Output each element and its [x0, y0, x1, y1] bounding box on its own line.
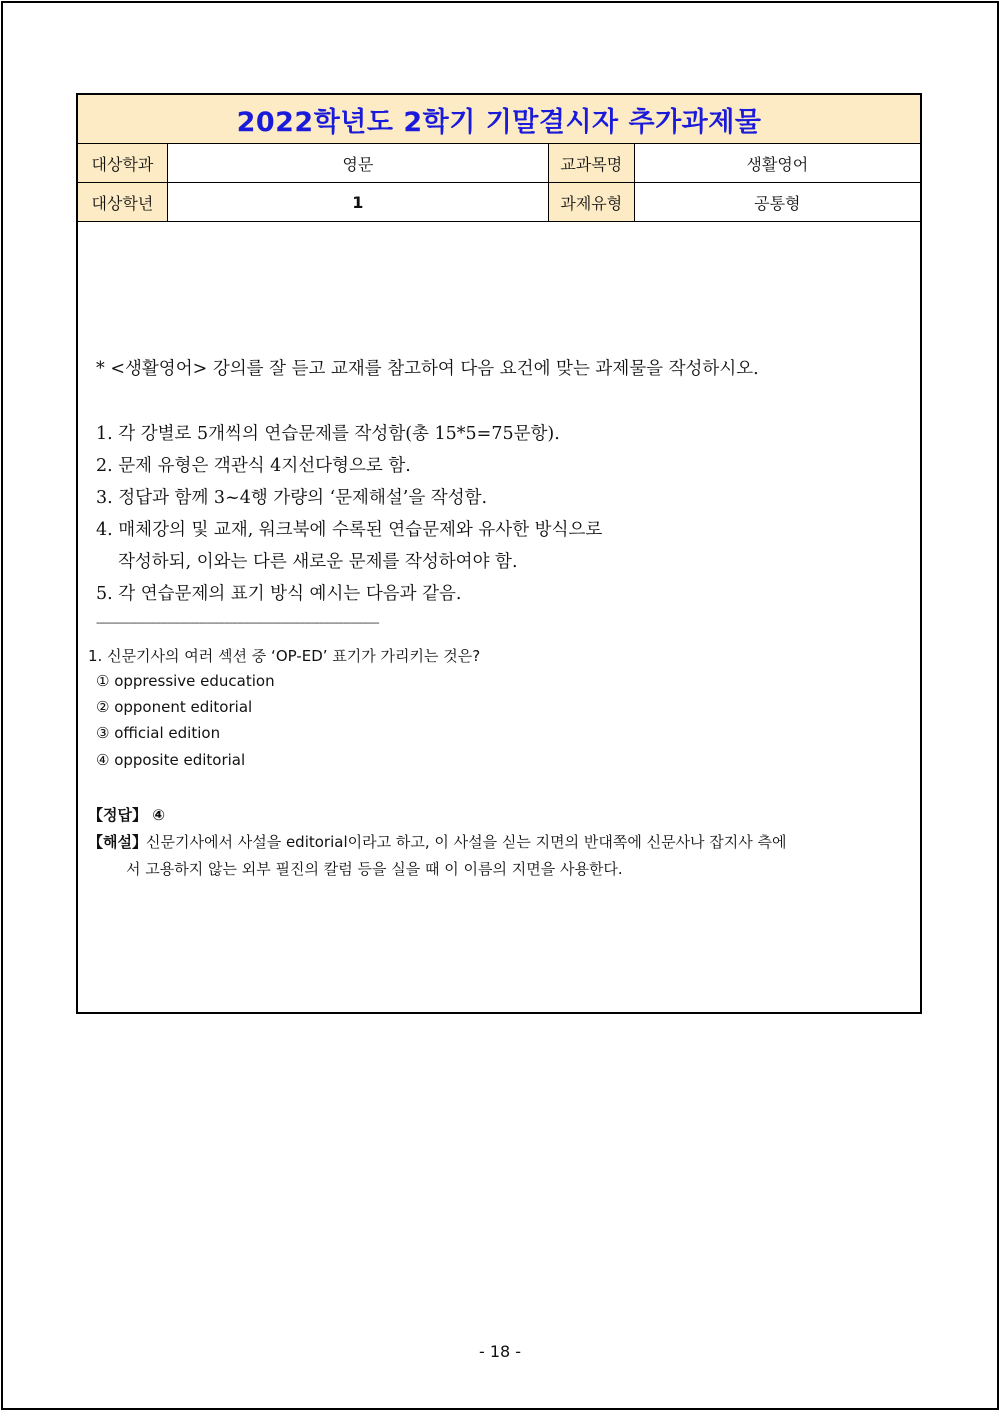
example-answer: 【정답】 ④: [88, 806, 165, 824]
requirement-item: 3. 정답과 함께 3~4행 가량의 ‘문제해설’을 작성함.: [96, 488, 488, 508]
requirement-item: 4. 매체강의 및 교재, 워크북에 수록된 연습문제와 유사한 방식으로: [96, 520, 603, 540]
grade-value: 1: [168, 183, 549, 221]
page-number: - 18 -: [478, 1342, 522, 1361]
info-row-department: [78, 144, 920, 183]
subject-label: 교과목명: [549, 144, 635, 182]
requirement-item-continued: 작성하되, 이와는 다른 새로운 문제를 작성하여야 함.: [118, 552, 518, 572]
subject-value: 생활영어: [746, 154, 809, 174]
example-option: ② opponent editorial: [96, 698, 253, 716]
document-title: 2022학년도 2학기 기말결시자 추가과제물: [78, 95, 920, 144]
type-label: 과제유형: [549, 183, 635, 221]
example-option: ④ opposite editorial: [96, 751, 246, 769]
requirement-item: 5. 각 연습문제의 표기 방식 예시는 다음과 같음.: [96, 584, 462, 604]
instruction-text: * <생활영어> 강의를 잘 듣고 교재를 참고하여 다음 요건에 맞는 과제물을 작성하시오.: [96, 359, 759, 379]
dept-value: 영문: [168, 144, 549, 182]
example-question: 1. 신문기사의 여러 섹션 중 ‘OP-ED’ 표기가 가리키는 것은?: [88, 647, 481, 665]
dept-label: 대상학과: [78, 144, 168, 182]
grade-label: 대상학년: [78, 183, 168, 221]
info-row-grade: [78, 183, 920, 222]
requirement-item: 1. 각 강별로 5개씩의 연습문제를 작성함(총 15*5=75문항).: [96, 424, 560, 444]
type-value: 공통형: [754, 193, 801, 213]
explanation-line-2: 서 고용하지 않는 외부 필진의 칼럼 등을 실을 때 이 이름의 지면을 사용한다.: [126, 860, 623, 878]
example-option: ③ official edition: [96, 724, 221, 742]
requirement-item: 2. 문제 유형은 객관식 4지선다형으로 함.: [96, 456, 411, 476]
explanation-line-1: 신문기사에서 사설을 editorial이라고 하고, 이 사설을 싣는 지면의 반대쪽에 신문사나 잡지사 측에: [146, 833, 787, 851]
example-option: ① oppressive education: [96, 672, 275, 690]
explanation-label: 【해설】: [88, 833, 147, 851]
separator-line: --------------------------------------------------------------------------------------------------------: [96, 616, 379, 629]
